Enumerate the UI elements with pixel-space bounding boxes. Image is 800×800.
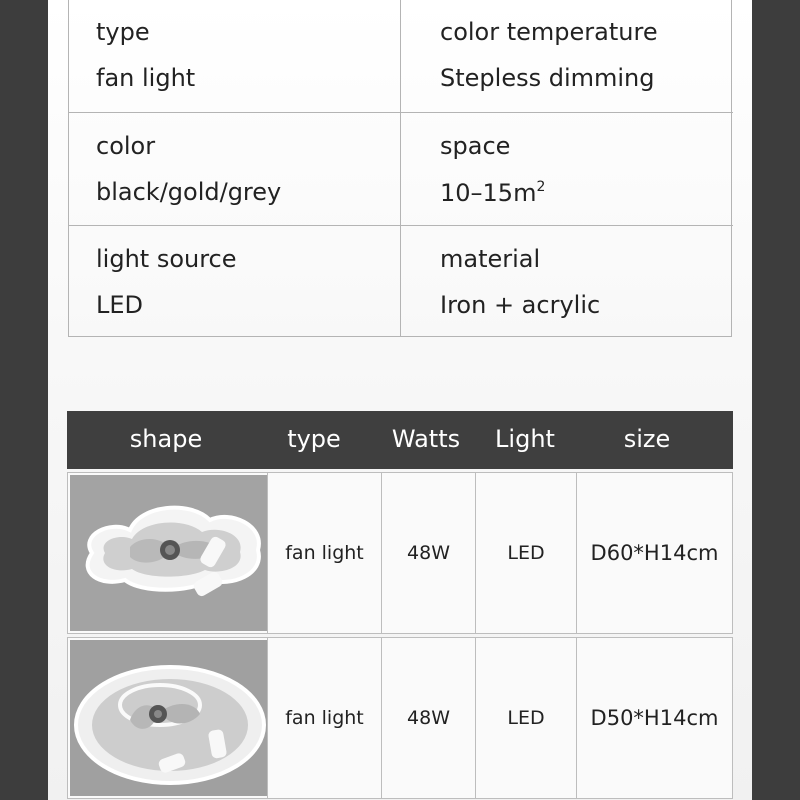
header-light: Light	[495, 425, 555, 453]
cell-type	[267, 473, 381, 633]
spec-value: LED	[96, 291, 144, 319]
header-type: type	[287, 425, 341, 453]
spec-value	[440, 180, 545, 205]
spec-cell-color-temperature	[401, 0, 733, 113]
product-spec-sheet	[48, 0, 752, 800]
header-size: size	[623, 425, 671, 453]
spec-cell-space	[401, 113, 733, 226]
spec-key: color	[96, 132, 156, 160]
spec-cell-type	[69, 0, 401, 113]
spec-key: space	[440, 132, 511, 160]
cell-watts-text: 48W	[407, 707, 450, 729]
cell-type-text: fan light	[285, 542, 364, 564]
cell-light	[475, 638, 576, 798]
spec-key: material	[440, 245, 541, 273]
table-header	[67, 411, 733, 469]
spec-cell-material	[401, 226, 733, 337]
cell-light-text: LED	[507, 707, 545, 729]
spec-cell-light-source	[69, 226, 401, 337]
spec-value-text: 10–15m	[440, 179, 537, 207]
spec-key: color temperature	[440, 18, 658, 46]
cell-watts	[381, 638, 475, 798]
spec-value: black/gold/grey	[96, 178, 282, 206]
spec-value-superscript: 2	[536, 179, 546, 195]
table-row	[67, 472, 733, 634]
cell-size-text: D50*H14cm	[590, 706, 719, 730]
cell-type-text: fan light	[285, 707, 364, 729]
spec-cell-color	[69, 113, 401, 226]
cell-size	[576, 473, 732, 633]
spec-value: Iron + acrylic	[440, 291, 601, 319]
header-watts: Watts	[391, 425, 461, 453]
cell-size-text: D60*H14cm	[590, 541, 719, 565]
spec-grid	[68, 0, 732, 337]
cell-light-text: LED	[507, 542, 545, 564]
product-table	[67, 411, 733, 799]
header-shape: shape	[129, 425, 203, 453]
product-image-round-fan-light	[70, 640, 267, 796]
spec-value: fan light	[96, 64, 196, 92]
cell-light	[475, 473, 576, 633]
product-image-cloud-fan-light	[70, 475, 267, 631]
round-fan-light-icon	[70, 640, 267, 796]
cell-watts-text: 48W	[407, 542, 450, 564]
cloud-fan-light-icon	[70, 475, 267, 631]
table-row	[67, 637, 733, 799]
cell-watts	[381, 473, 475, 633]
cell-type	[267, 638, 381, 798]
spec-key: light source	[96, 245, 237, 273]
spec-value: Stepless dimming	[440, 64, 655, 92]
spec-key: type	[96, 18, 150, 46]
cell-size	[576, 638, 732, 798]
